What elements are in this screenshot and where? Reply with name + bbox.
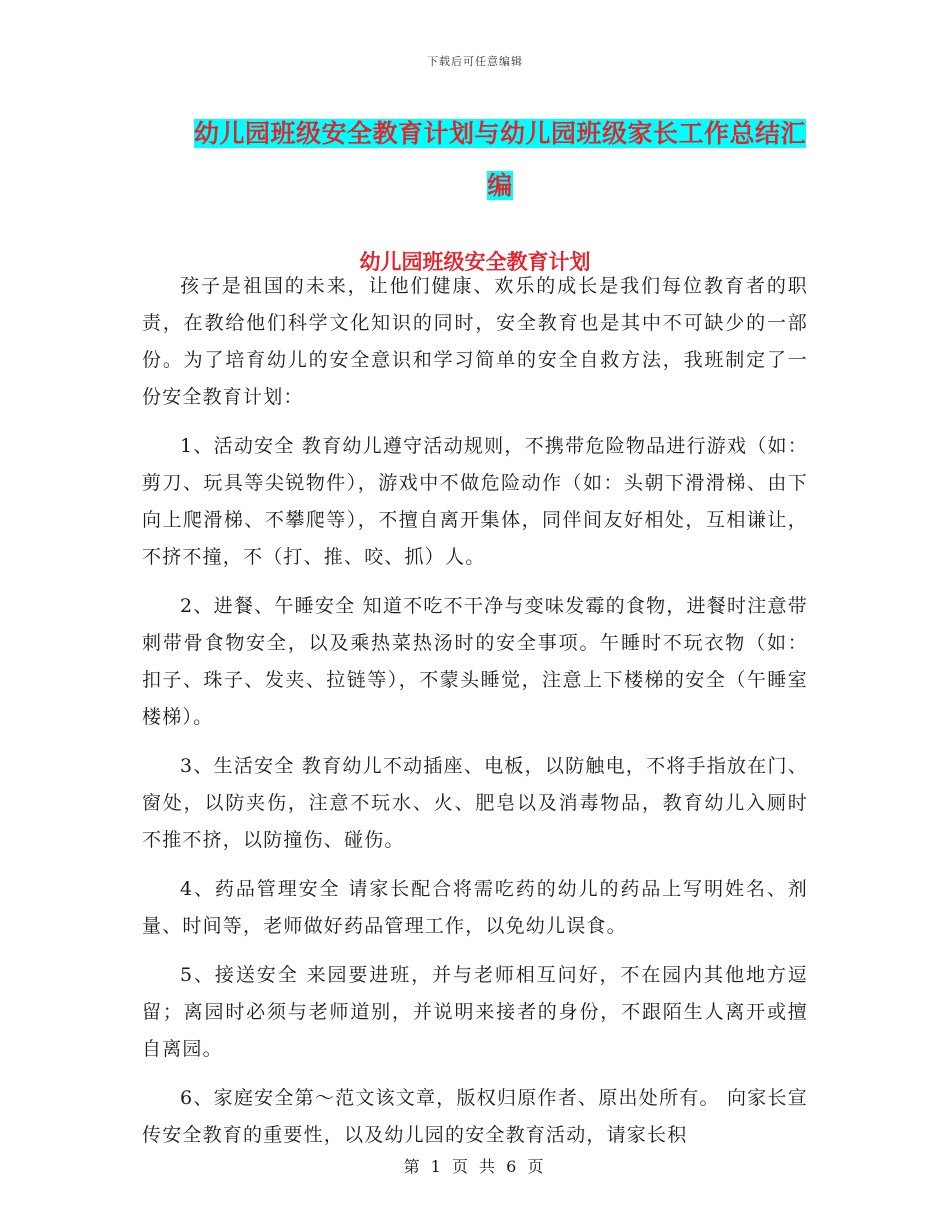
document-body <box>142 268 808 1166</box>
paragraph-item-4: 4、药品管理安全 请家长配合将需吃药的幼儿的药品上写明姓名、剂量、时间等，老师做好药品管理工作，以免幼儿误食。 <box>142 878 808 937</box>
paragraph-item-6: 6、家庭安全第～范文该文章，版权归原作者、原出处所有。 向家长宣传安全教育的重要性，以及幼儿园的安全教育活动，请家长积 <box>142 1087 808 1146</box>
document-title <box>190 108 810 212</box>
paragraph-item-3: 3、生活安全 教育幼儿不动插座、电板，以防触电，不将手指放在门、窗处，以防夹伤，注意不玩水、火、肥皂以及消毒物品，教育幼儿入厕时不推不挤，以防撞伤、碰伤。 <box>142 755 808 851</box>
page-number-footer: 第 1 页 共 6 页 <box>403 1157 547 1176</box>
paragraph-item-1: 1、活动安全 教育幼儿遵守活动规则，不携带危险物品进行游戏（如：剪刀、玩具等尖锐物件），游戏中不做危险动作（如：头朝下滑滑梯、由下向上爬滑梯、不攀爬等），不擅自离开集体，同伴间友好相处，互相谦让，不挤不撞，不（打、推、咬、抓）人。 <box>142 435 808 568</box>
document-title-text: 幼儿园班级安全教育计划与幼儿园班级家长工作总结汇编 <box>193 119 806 200</box>
page-header-note: 下载后可任意编辑 <box>427 55 523 68</box>
paragraph-intro: 孩子是祖国的未来，让他们健康、欢乐的成长是我们每位教育者的职责，在教给他们科学文化知识的同时，安全教育也是其中不可缺少的一部份。为了培育幼儿的安全意识和学习简单的安全自救方法，我班制定了一份安全教育计划： <box>142 275 808 408</box>
paragraph-item-5: 5、接送安全 来园要进班，并与老师相互问好，不在园内其他地方逗留；离园时必须与老师道别，并说明来接者的身份，不跟陌生人离开或擅自离园。 <box>142 964 808 1060</box>
paragraph-item-2: 2、进餐、午睡安全 知道不吃不干净与变味发霉的食物，进餐时注意带刺带骨食物安全，以及乘热菜热汤时的安全事项。午睡时不玩衣物（如：扣子、珠子、发夹、拉链等），不蒙头睡觉，注意上下楼梯的安全（午睡室楼梯）。 <box>142 595 808 728</box>
section-title: 幼儿园班级安全教育计划 <box>359 250 591 274</box>
